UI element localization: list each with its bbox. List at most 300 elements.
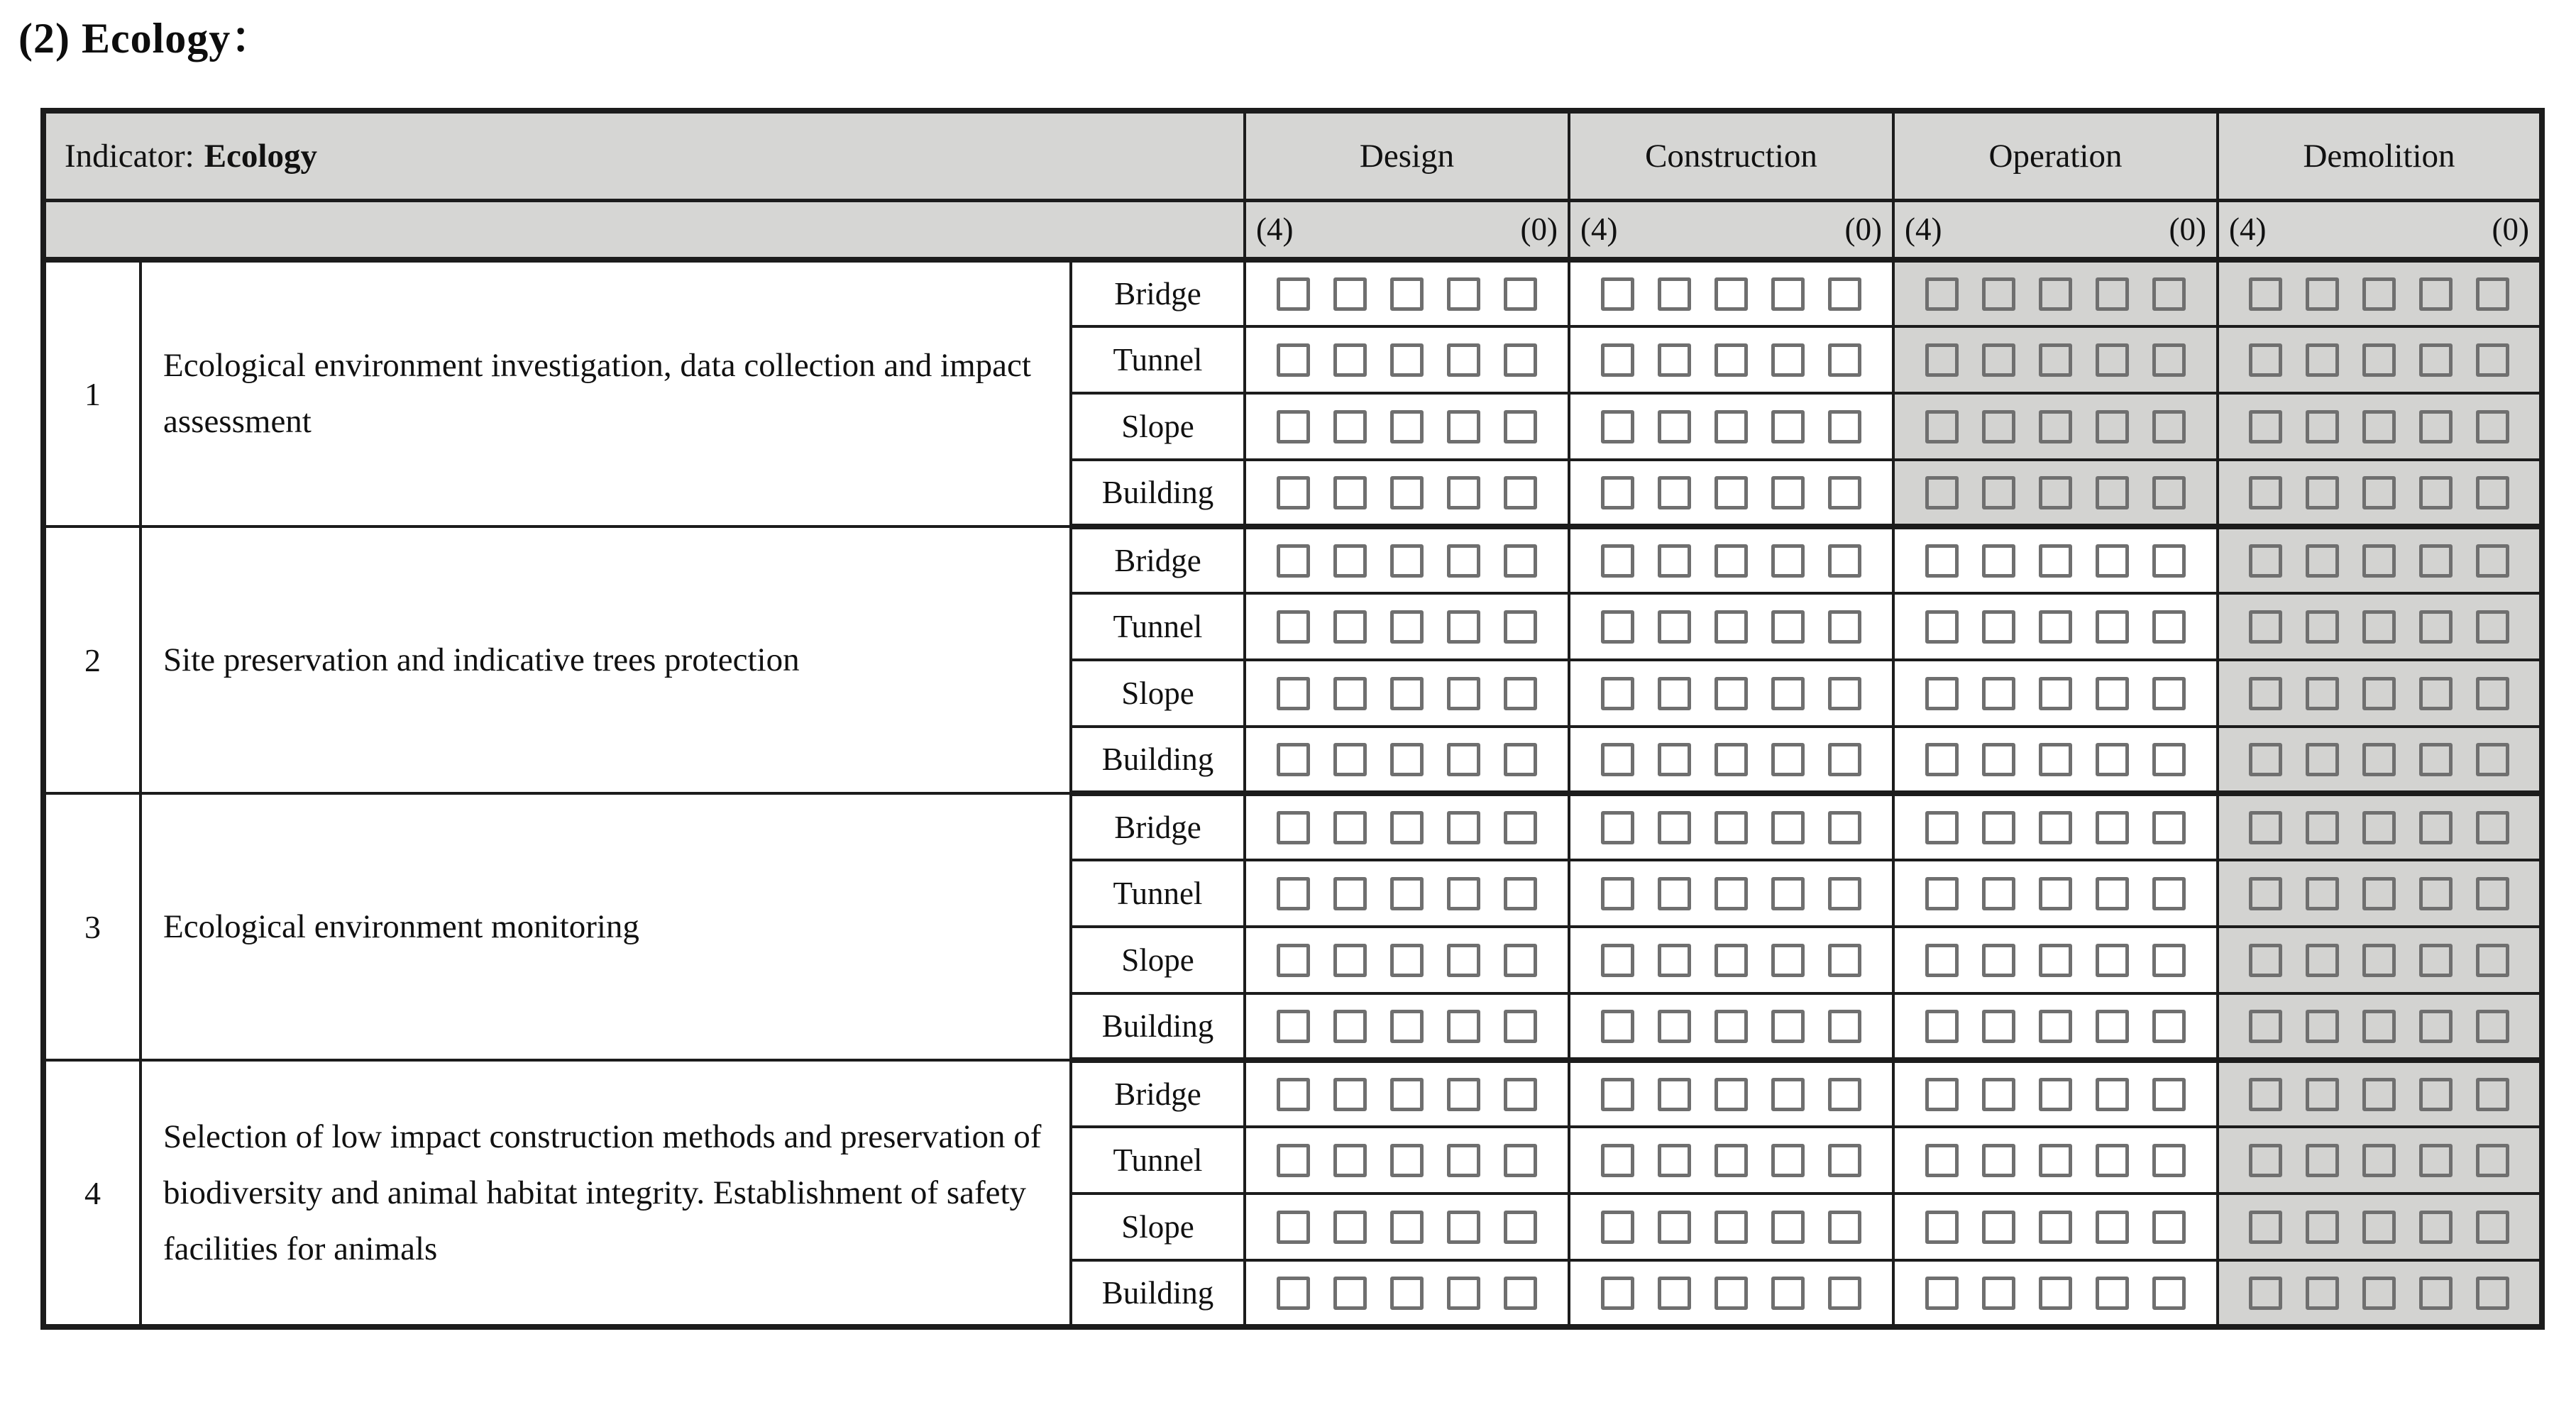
checkbox[interactable] bbox=[1447, 410, 1480, 443]
checkbox[interactable] bbox=[1277, 811, 1310, 844]
checkbox[interactable] bbox=[1714, 1277, 1748, 1310]
checkbox[interactable] bbox=[1658, 410, 1691, 443]
checkbox[interactable] bbox=[1447, 1211, 1480, 1244]
checkbox[interactable] bbox=[1333, 1277, 1367, 1310]
checkbox[interactable] bbox=[1982, 476, 2015, 509]
checkbox[interactable] bbox=[2249, 944, 2282, 977]
checkbox[interactable] bbox=[1714, 743, 1748, 776]
checkbox[interactable] bbox=[1333, 410, 1367, 443]
checkbox[interactable] bbox=[1601, 343, 1634, 377]
checkbox[interactable] bbox=[2039, 277, 2072, 311]
checkbox[interactable] bbox=[2096, 677, 2129, 710]
checkbox[interactable] bbox=[1333, 944, 1367, 977]
checkbox[interactable] bbox=[1447, 544, 1480, 578]
checkbox[interactable] bbox=[1714, 677, 1748, 710]
checkbox[interactable] bbox=[1714, 1211, 1748, 1244]
checkbox[interactable] bbox=[2039, 1078, 2072, 1111]
checkbox[interactable] bbox=[2476, 1277, 2509, 1310]
checkbox[interactable] bbox=[1925, 1078, 1959, 1111]
checkbox[interactable] bbox=[2249, 1211, 2282, 1244]
checkbox[interactable] bbox=[2039, 677, 2072, 710]
checkbox[interactable] bbox=[1504, 1010, 1537, 1043]
checkbox[interactable] bbox=[1333, 476, 1367, 509]
checkbox[interactable] bbox=[2419, 743, 2453, 776]
checkbox[interactable] bbox=[1277, 1277, 1310, 1310]
checkbox[interactable] bbox=[1658, 811, 1691, 844]
checkbox[interactable] bbox=[2419, 811, 2453, 844]
checkbox[interactable] bbox=[1277, 944, 1310, 977]
checkbox[interactable] bbox=[1828, 743, 1861, 776]
checkbox[interactable] bbox=[2039, 877, 2072, 910]
checkbox[interactable] bbox=[1925, 1211, 1959, 1244]
checkbox[interactable] bbox=[2096, 610, 2129, 644]
checkbox[interactable] bbox=[1982, 1144, 2015, 1177]
checkbox[interactable] bbox=[1982, 1010, 2015, 1043]
checkbox[interactable] bbox=[1828, 610, 1861, 644]
checkbox[interactable] bbox=[2152, 1277, 2186, 1310]
checkbox[interactable] bbox=[1601, 610, 1634, 644]
checkbox[interactable] bbox=[2419, 410, 2453, 443]
checkbox[interactable] bbox=[2306, 743, 2339, 776]
checkbox[interactable] bbox=[1333, 1211, 1367, 1244]
checkbox[interactable] bbox=[2249, 1010, 2282, 1043]
checkbox[interactable] bbox=[1390, 877, 1424, 910]
checkbox[interactable] bbox=[1277, 1211, 1310, 1244]
checkbox[interactable] bbox=[1828, 877, 1861, 910]
checkbox[interactable] bbox=[2039, 1010, 2072, 1043]
checkbox[interactable] bbox=[2419, 1144, 2453, 1177]
checkbox[interactable] bbox=[1925, 410, 1959, 443]
checkbox[interactable] bbox=[1447, 677, 1480, 710]
checkbox[interactable] bbox=[1504, 410, 1537, 443]
checkbox[interactable] bbox=[2476, 410, 2509, 443]
checkbox[interactable] bbox=[2152, 544, 2186, 578]
checkbox[interactable] bbox=[1982, 1078, 2015, 1111]
checkbox[interactable] bbox=[2306, 343, 2339, 377]
checkbox[interactable] bbox=[1714, 944, 1748, 977]
checkbox[interactable] bbox=[1447, 1078, 1480, 1111]
checkbox[interactable] bbox=[1601, 811, 1634, 844]
checkbox[interactable] bbox=[1390, 1277, 1424, 1310]
checkbox[interactable] bbox=[1925, 743, 1959, 776]
checkbox[interactable] bbox=[1277, 277, 1310, 311]
checkbox[interactable] bbox=[1658, 1211, 1691, 1244]
checkbox[interactable] bbox=[1277, 610, 1310, 644]
checkbox[interactable] bbox=[1277, 410, 1310, 443]
checkbox[interactable] bbox=[2419, 1211, 2453, 1244]
checkbox[interactable] bbox=[2249, 610, 2282, 644]
checkbox[interactable] bbox=[2152, 1078, 2186, 1111]
checkbox[interactable] bbox=[1771, 544, 1805, 578]
checkbox[interactable] bbox=[1658, 544, 1691, 578]
checkbox[interactable] bbox=[1277, 1144, 1310, 1177]
checkbox[interactable] bbox=[2476, 1010, 2509, 1043]
checkbox[interactable] bbox=[1828, 476, 1861, 509]
checkbox[interactable] bbox=[1277, 877, 1310, 910]
checkbox[interactable] bbox=[1925, 1277, 1959, 1310]
checkbox[interactable] bbox=[2306, 1211, 2339, 1244]
checkbox[interactable] bbox=[1447, 343, 1480, 377]
checkbox[interactable] bbox=[1601, 1078, 1634, 1111]
checkbox[interactable] bbox=[2096, 343, 2129, 377]
checkbox[interactable] bbox=[2476, 610, 2509, 644]
checkbox[interactable] bbox=[2476, 343, 2509, 377]
checkbox[interactable] bbox=[1982, 1277, 2015, 1310]
checkbox[interactable] bbox=[2152, 410, 2186, 443]
checkbox[interactable] bbox=[2476, 877, 2509, 910]
checkbox[interactable] bbox=[2362, 1211, 2396, 1244]
checkbox[interactable] bbox=[1390, 677, 1424, 710]
checkbox[interactable] bbox=[1277, 343, 1310, 377]
checkbox[interactable] bbox=[1658, 1078, 1691, 1111]
checkbox[interactable] bbox=[1771, 944, 1805, 977]
checkbox[interactable] bbox=[2152, 1211, 2186, 1244]
checkbox[interactable] bbox=[2096, 1277, 2129, 1310]
checkbox[interactable] bbox=[1601, 944, 1634, 977]
checkbox[interactable] bbox=[1390, 476, 1424, 509]
checkbox[interactable] bbox=[1390, 1078, 1424, 1111]
checkbox[interactable] bbox=[1982, 743, 2015, 776]
checkbox[interactable] bbox=[1771, 610, 1805, 644]
checkbox[interactable] bbox=[1771, 1211, 1805, 1244]
checkbox[interactable] bbox=[1982, 677, 2015, 710]
checkbox[interactable] bbox=[2362, 1144, 2396, 1177]
checkbox[interactable] bbox=[1925, 544, 1959, 578]
checkbox[interactable] bbox=[2039, 343, 2072, 377]
checkbox[interactable] bbox=[1390, 1010, 1424, 1043]
checkbox[interactable] bbox=[1771, 410, 1805, 443]
checkbox[interactable] bbox=[1925, 677, 1959, 710]
checkbox[interactable] bbox=[2039, 944, 2072, 977]
checkbox[interactable] bbox=[1504, 877, 1537, 910]
checkbox[interactable] bbox=[2306, 410, 2339, 443]
checkbox[interactable] bbox=[1714, 877, 1748, 910]
checkbox[interactable] bbox=[1982, 343, 2015, 377]
checkbox[interactable] bbox=[2419, 277, 2453, 311]
checkbox[interactable] bbox=[1658, 476, 1691, 509]
checkbox[interactable] bbox=[2476, 743, 2509, 776]
checkbox[interactable] bbox=[2306, 544, 2339, 578]
checkbox[interactable] bbox=[1601, 1211, 1634, 1244]
checkbox[interactable] bbox=[2249, 743, 2282, 776]
checkbox[interactable] bbox=[1390, 1211, 1424, 1244]
checkbox[interactable] bbox=[1447, 476, 1480, 509]
checkbox[interactable] bbox=[1925, 811, 1959, 844]
checkbox[interactable] bbox=[1925, 476, 1959, 509]
checkbox[interactable] bbox=[1601, 544, 1634, 578]
checkbox[interactable] bbox=[2039, 410, 2072, 443]
checkbox[interactable] bbox=[2039, 743, 2072, 776]
checkbox[interactable] bbox=[2306, 677, 2339, 710]
checkbox[interactable] bbox=[2306, 811, 2339, 844]
checkbox[interactable] bbox=[2362, 944, 2396, 977]
checkbox[interactable] bbox=[2476, 544, 2509, 578]
checkbox[interactable] bbox=[2249, 677, 2282, 710]
checkbox[interactable] bbox=[2249, 811, 2282, 844]
checkbox[interactable] bbox=[2039, 811, 2072, 844]
checkbox[interactable] bbox=[2362, 811, 2396, 844]
checkbox[interactable] bbox=[2362, 877, 2396, 910]
checkbox[interactable] bbox=[1601, 410, 1634, 443]
checkbox[interactable] bbox=[1333, 277, 1367, 311]
checkbox[interactable] bbox=[1658, 677, 1691, 710]
checkbox[interactable] bbox=[1504, 610, 1537, 644]
checkbox[interactable] bbox=[1982, 1211, 2015, 1244]
checkbox[interactable] bbox=[1447, 811, 1480, 844]
checkbox[interactable] bbox=[1390, 1144, 1424, 1177]
checkbox[interactable] bbox=[2096, 544, 2129, 578]
checkbox[interactable] bbox=[1658, 1010, 1691, 1043]
checkbox[interactable] bbox=[1828, 343, 1861, 377]
checkbox[interactable] bbox=[1504, 811, 1537, 844]
checkbox[interactable] bbox=[2039, 610, 2072, 644]
checkbox[interactable] bbox=[2039, 544, 2072, 578]
checkbox[interactable] bbox=[1447, 877, 1480, 910]
checkbox[interactable] bbox=[1658, 277, 1691, 311]
checkbox[interactable] bbox=[1982, 410, 2015, 443]
checkbox[interactable] bbox=[1714, 610, 1748, 644]
checkbox[interactable] bbox=[1925, 877, 1959, 910]
checkbox[interactable] bbox=[1658, 343, 1691, 377]
checkbox[interactable] bbox=[2096, 944, 2129, 977]
checkbox[interactable] bbox=[1504, 743, 1537, 776]
checkbox[interactable] bbox=[1771, 743, 1805, 776]
checkbox[interactable] bbox=[2096, 1144, 2129, 1177]
checkbox[interactable] bbox=[1828, 1211, 1861, 1244]
checkbox[interactable] bbox=[2039, 1277, 2072, 1310]
checkbox[interactable] bbox=[1504, 1078, 1537, 1111]
checkbox[interactable] bbox=[1714, 476, 1748, 509]
checkbox[interactable] bbox=[1277, 677, 1310, 710]
checkbox[interactable] bbox=[2039, 1211, 2072, 1244]
checkbox[interactable] bbox=[1277, 476, 1310, 509]
checkbox[interactable] bbox=[1982, 944, 2015, 977]
checkbox[interactable] bbox=[1714, 1144, 1748, 1177]
checkbox[interactable] bbox=[1390, 610, 1424, 644]
checkbox[interactable] bbox=[1925, 610, 1959, 644]
checkbox[interactable] bbox=[1277, 1010, 1310, 1043]
checkbox[interactable] bbox=[1658, 877, 1691, 910]
checkbox[interactable] bbox=[2306, 1010, 2339, 1043]
checkbox[interactable] bbox=[1447, 1010, 1480, 1043]
checkbox[interactable] bbox=[1771, 277, 1805, 311]
checkbox[interactable] bbox=[2249, 877, 2282, 910]
checkbox[interactable] bbox=[2476, 1078, 2509, 1111]
checkbox[interactable] bbox=[1658, 610, 1691, 644]
checkbox[interactable] bbox=[1504, 544, 1537, 578]
checkbox[interactable] bbox=[2476, 1144, 2509, 1177]
checkbox[interactable] bbox=[2249, 1277, 2282, 1310]
checkbox[interactable] bbox=[1390, 944, 1424, 977]
checkbox[interactable] bbox=[1658, 743, 1691, 776]
checkbox[interactable] bbox=[1925, 944, 1959, 977]
checkbox[interactable] bbox=[1447, 743, 1480, 776]
checkbox[interactable] bbox=[2096, 277, 2129, 311]
checkbox[interactable] bbox=[1771, 1144, 1805, 1177]
checkbox[interactable] bbox=[1390, 410, 1424, 443]
checkbox[interactable] bbox=[2152, 877, 2186, 910]
checkbox[interactable] bbox=[1601, 877, 1634, 910]
checkbox[interactable] bbox=[1714, 1010, 1748, 1043]
checkbox[interactable] bbox=[1504, 476, 1537, 509]
checkbox[interactable] bbox=[1390, 743, 1424, 776]
checkbox[interactable] bbox=[1333, 677, 1367, 710]
checkbox[interactable] bbox=[1771, 476, 1805, 509]
checkbox[interactable] bbox=[2306, 610, 2339, 644]
checkbox[interactable] bbox=[2096, 476, 2129, 509]
checkbox[interactable] bbox=[1333, 544, 1367, 578]
checkbox[interactable] bbox=[1333, 610, 1367, 644]
checkbox[interactable] bbox=[2249, 476, 2282, 509]
checkbox[interactable] bbox=[1447, 1144, 1480, 1177]
checkbox[interactable] bbox=[2152, 1144, 2186, 1177]
checkbox[interactable] bbox=[1333, 811, 1367, 844]
checkbox[interactable] bbox=[1714, 277, 1748, 311]
checkbox[interactable] bbox=[1658, 944, 1691, 977]
checkbox[interactable] bbox=[2419, 677, 2453, 710]
checkbox[interactable] bbox=[2419, 1010, 2453, 1043]
checkbox[interactable] bbox=[1982, 811, 2015, 844]
checkbox[interactable] bbox=[2249, 410, 2282, 443]
checkbox[interactable] bbox=[1714, 343, 1748, 377]
checkbox[interactable] bbox=[1771, 877, 1805, 910]
checkbox[interactable] bbox=[1828, 277, 1861, 311]
checkbox[interactable] bbox=[2419, 1277, 2453, 1310]
checkbox[interactable] bbox=[2039, 476, 2072, 509]
checkbox[interactable] bbox=[1601, 476, 1634, 509]
checkbox[interactable] bbox=[1771, 811, 1805, 844]
checkbox[interactable] bbox=[1714, 410, 1748, 443]
checkbox[interactable] bbox=[1333, 1144, 1367, 1177]
checkbox[interactable] bbox=[1277, 1078, 1310, 1111]
checkbox[interactable] bbox=[2249, 1144, 2282, 1177]
checkbox[interactable] bbox=[2152, 811, 2186, 844]
checkbox[interactable] bbox=[1828, 1277, 1861, 1310]
checkbox[interactable] bbox=[1658, 1144, 1691, 1177]
checkbox[interactable] bbox=[2362, 277, 2396, 311]
checkbox[interactable] bbox=[2152, 944, 2186, 977]
checkbox[interactable] bbox=[1333, 343, 1367, 377]
checkbox[interactable] bbox=[1390, 343, 1424, 377]
checkbox[interactable] bbox=[1504, 1211, 1537, 1244]
checkbox[interactable] bbox=[2306, 1078, 2339, 1111]
checkbox[interactable] bbox=[1828, 677, 1861, 710]
checkbox[interactable] bbox=[2362, 1010, 2396, 1043]
checkbox[interactable] bbox=[2362, 743, 2396, 776]
checkbox[interactable] bbox=[1277, 743, 1310, 776]
checkbox[interactable] bbox=[1828, 811, 1861, 844]
checkbox[interactable] bbox=[1333, 1078, 1367, 1111]
checkbox[interactable] bbox=[1601, 743, 1634, 776]
checkbox[interactable] bbox=[1828, 1078, 1861, 1111]
checkbox[interactable] bbox=[1333, 1010, 1367, 1043]
checkbox[interactable] bbox=[2362, 1277, 2396, 1310]
checkbox[interactable] bbox=[2152, 1010, 2186, 1043]
checkbox[interactable] bbox=[1982, 277, 2015, 311]
checkbox[interactable] bbox=[2476, 677, 2509, 710]
checkbox[interactable] bbox=[2096, 1211, 2129, 1244]
checkbox[interactable] bbox=[1828, 1144, 1861, 1177]
checkbox[interactable] bbox=[2096, 1010, 2129, 1043]
checkbox[interactable] bbox=[2152, 343, 2186, 377]
checkbox[interactable] bbox=[1447, 944, 1480, 977]
checkbox[interactable] bbox=[1771, 1078, 1805, 1111]
checkbox[interactable] bbox=[2306, 944, 2339, 977]
checkbox[interactable] bbox=[2249, 343, 2282, 377]
checkbox[interactable] bbox=[1658, 1277, 1691, 1310]
checkbox[interactable] bbox=[2362, 1078, 2396, 1111]
checkbox[interactable] bbox=[1601, 277, 1634, 311]
checkbox[interactable] bbox=[2306, 476, 2339, 509]
checkbox[interactable] bbox=[2419, 944, 2453, 977]
checkbox[interactable] bbox=[2096, 410, 2129, 443]
checkbox[interactable] bbox=[2362, 343, 2396, 377]
checkbox[interactable] bbox=[1447, 1277, 1480, 1310]
checkbox[interactable] bbox=[1601, 1010, 1634, 1043]
checkbox[interactable] bbox=[1771, 1277, 1805, 1310]
checkbox[interactable] bbox=[1390, 544, 1424, 578]
checkbox[interactable] bbox=[1982, 544, 2015, 578]
checkbox[interactable] bbox=[2152, 476, 2186, 509]
checkbox[interactable] bbox=[2152, 610, 2186, 644]
checkbox[interactable] bbox=[2096, 811, 2129, 844]
checkbox[interactable] bbox=[1771, 1010, 1805, 1043]
checkbox[interactable] bbox=[1333, 877, 1367, 910]
checkbox[interactable] bbox=[2476, 944, 2509, 977]
checkbox[interactable] bbox=[1601, 1277, 1634, 1310]
checkbox[interactable] bbox=[2096, 877, 2129, 910]
checkbox[interactable] bbox=[2039, 1144, 2072, 1177]
checkbox[interactable] bbox=[2362, 677, 2396, 710]
checkbox[interactable] bbox=[1333, 743, 1367, 776]
checkbox[interactable] bbox=[1714, 811, 1748, 844]
checkbox[interactable] bbox=[2362, 544, 2396, 578]
checkbox[interactable] bbox=[1447, 277, 1480, 311]
checkbox[interactable] bbox=[1390, 811, 1424, 844]
checkbox[interactable] bbox=[2152, 277, 2186, 311]
checkbox[interactable] bbox=[2419, 1078, 2453, 1111]
checkbox[interactable] bbox=[2249, 1078, 2282, 1111]
checkbox[interactable] bbox=[1504, 1277, 1537, 1310]
checkbox[interactable] bbox=[2419, 343, 2453, 377]
checkbox[interactable] bbox=[1504, 343, 1537, 377]
checkbox[interactable] bbox=[1447, 610, 1480, 644]
checkbox[interactable] bbox=[2096, 743, 2129, 776]
checkbox[interactable] bbox=[1390, 277, 1424, 311]
checkbox[interactable] bbox=[2306, 277, 2339, 311]
checkbox[interactable] bbox=[1982, 610, 2015, 644]
checkbox[interactable] bbox=[1925, 277, 1959, 311]
checkbox[interactable] bbox=[2249, 277, 2282, 311]
checkbox[interactable] bbox=[1925, 343, 1959, 377]
checkbox[interactable] bbox=[2306, 1277, 2339, 1310]
checkbox[interactable] bbox=[2306, 1144, 2339, 1177]
checkbox[interactable] bbox=[1601, 1144, 1634, 1177]
checkbox[interactable] bbox=[2306, 877, 2339, 910]
checkbox[interactable] bbox=[2476, 811, 2509, 844]
checkbox[interactable] bbox=[2152, 743, 2186, 776]
checkbox[interactable] bbox=[1828, 944, 1861, 977]
checkbox[interactable] bbox=[1771, 677, 1805, 710]
checkbox[interactable] bbox=[1504, 277, 1537, 311]
checkbox[interactable] bbox=[1828, 410, 1861, 443]
checkbox[interactable] bbox=[2476, 1211, 2509, 1244]
checkbox[interactable] bbox=[1982, 877, 2015, 910]
checkbox[interactable] bbox=[1277, 544, 1310, 578]
checkbox[interactable] bbox=[2096, 1078, 2129, 1111]
checkbox[interactable] bbox=[1771, 343, 1805, 377]
checkbox[interactable] bbox=[2362, 610, 2396, 644]
